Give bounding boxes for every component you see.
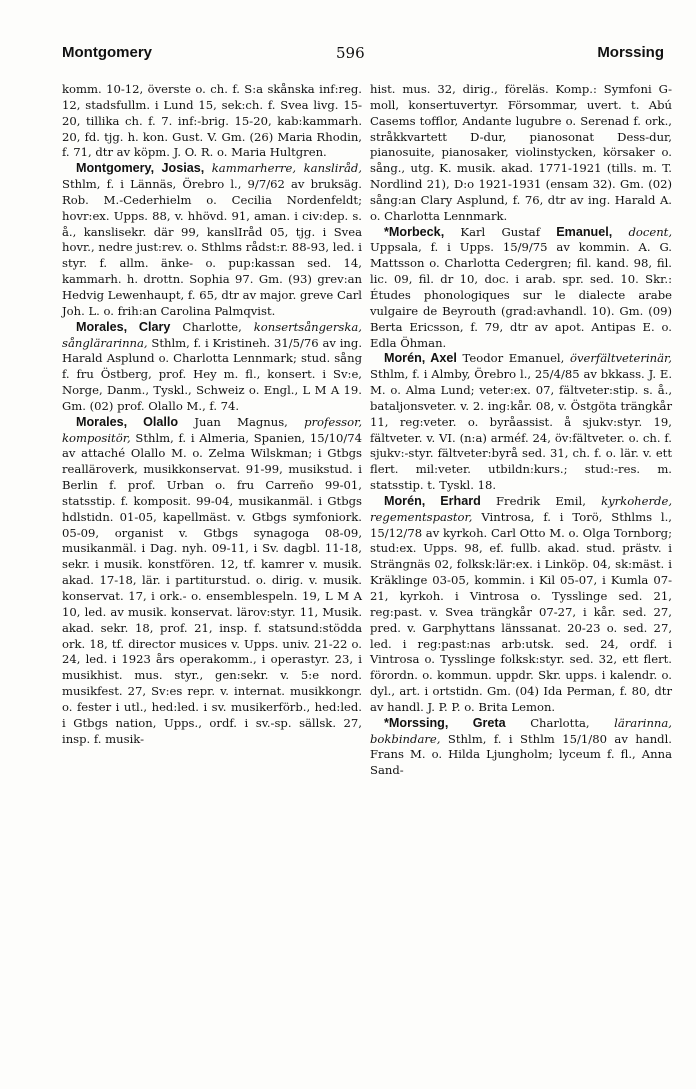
entry-name: Morales, Clary (76, 319, 171, 334)
entry-text: Sthlm, f. i Almeria, Spanien, 15/10/74 av attaché Olallo M. o. Zelma Wilskman; i Gtbgs realläroverk, musikkonservat. 91-99, musikstud. i Berlin f. prof. Urban o. fru Carreño 99-01, statsstip. f. komposit. 99-04, musikanmäl. i Gtbgs hdlstidn. 01-05, kapellmäst. v. Gtbgs symfoniork. 05-09, organist v. Gtbgs synagoga 08-09, musikanmäl. i Dag. nyh. 09-11, i Sv. dagbl. 11-18, sekr. i musik. konstfören. 12, tf. kamrer v. musik. akad. 17-18, lär. i partiturstud. o. dirig. v. musik. konservat. 17, i ork.- o. ensemblespeln. 19, L M A 10, led. av musik. konservat. lärov:styr. 11, Musik. akad. sekr. 18, prof. 21, insp. f. statsund:stödda ork. 18, tf. director musices v. Upps. univ. 21-22 o. 24, led. i 1923 års operakomm., i operastyr. 23, i musikhist. mus. styr., gen:sekr. v. 5:e nord. musikfest. 27, Sv:es repr. v. internat. musikkongr. o. fester i utl., hed:led. i sv. musikerförb., hed:led. i Gtbgs nation, Upps., ordf. i sv.-sp. sällsk. 27, insp. f. musik- (62, 430, 362, 746)
entry-morssing-greta: *Morssing, Greta Charlotta, lärarinna, bokbindare, Sthlm, f. i Sthlm 15/1/80 av handl. Frans M. o. Hilda Ljungholm; lyceum f. fl., Anna Sand- (370, 715, 672, 778)
running-head-left: Montgomery (62, 44, 152, 61)
entry-title: kyrkoherde, regementspastor, (370, 493, 673, 524)
entry-name: Montgomery, Josias, (76, 161, 205, 176)
entry-continuation: hist. mus. 32, dirig., föreläs. Komp.: Symfoni G-moll, konsertuvertyr. Försommar, uvert. t. Abú Casems tofflor, Andante lugubre o. Serenad f. ork., stråkkvartett D-dur, pianosonat Dess-dur, pianosuite, pianosaker, violinstycken, körsaker o. sång., utg. K. musik. akad. 1771-1921 (tills. m. T. Nordlind 21), D:o 1921-1931 (ensam 32). Gm. (02) sång:an Clary Asplund, f. 76, dtr av ing. Harald A. o. Charlotta Lennmark. (370, 82, 672, 223)
entry-continuation: komm. 10-12, överste o. ch. f. S:a skånska inf:reg. 12, stadsfullm. i Lund 15, sek:ch. f. Svea livg. 15-20, tillika ch. f. 7. inf:-brig. 15-20, kab:kammarh. 20, fd. tjg. h. kon. Gust. V. Gm. (26) Maria Rhodin, f. 71, dtr av köpm. J. O. R. o. Maria Hultgren. (62, 82, 362, 160)
running-head-right: Morssing (597, 44, 664, 61)
entry-morbeck-karl: *Morbeck, Karl Gustaf Emanuel, docent, Uppsala, f. i Upps. 15/9/75 av kommin. A. G. Mattsson o. Charlotta Cedergren; fil. kand. 98, fil. lic. 09, fil. dr 10, doc. i arab. spr. sed. 10. Skr.: Études phonologiques sur le dialecte arabe vulgaire de Beyrouth (grad:avhandl. 10). Gm. (09) Berta Ericsson, f. 79, dtr av apot. Antipas E. o. Edla Öhman. (370, 224, 673, 350)
entry-text: Uppsala, f. i Upps. 15/9/75 av kommin. A. G. Mattsson o. Charlotta Cedergren; fil. kand. 98, fil. lic. 09, fil. dr 10, doc. i arab. spr. sed. 10. Skr.: Études phonologiques sur le dialecte arabe vulgaire de Beyrouth (grad:avhandl. 10). Gm. (09) Berta Ericsson, f. 79, dtr av apot. Antipas E. o. Edla Öhman. (370, 240, 672, 350)
entry-title: kammarherre, kansliråd, (211, 161, 362, 176)
entry-name: *Morbeck, (384, 224, 445, 239)
entry-text: Sthlm, f. i Kristineh. 31/5/76 av ing. Harald Asplund o. Charlotta Lennmark; stud. sång f. fru Östberg, prof. Hey m. fl., konsert. i Sv:e, Norge, Danm., Tyskl., Schweiz o. Engl., L M A 19. Gm. (02) prof. Olallo M., f. 74. (62, 335, 363, 413)
entry-moren-axel: Morén, Axel Teodor Emanuel, överfältveterinär, Sthlm, f. i Almby, Örebro l., 25/4/85 av bkkass. J. E. M. o. Alma Lund; veter:ex. 07, fältveter:stip. s. å., bataljonsveter. v. 2. ing:kår. 08, v. Östgöta trängkår 11, reg:veter. o. byråassist. å sjukv:styr. 19, fältveter. v. VI. (n:a) arméf. 24, öv:fältveter. o. ch. f. sjukv:-styr. fältveter:byrå sed. 31, ch. f. o. lär. v. ett flert. mil:veter. utbildn:kurs.; stud:-res. m. statsstip. t. Tyskl. 18. (370, 351, 672, 493)
entry-name: *Morssing, Greta (384, 715, 506, 730)
entry-text: Vintrosa, f. i Torö, Sthlms l., 15/12/78 av kyrkoh. Carl Otto M. o. Olga Tornborg; stud:ex. Upps. 98, ef. fullb. akad. stud. prästv. i Strängnäs 02, folksk:lär:ex. i Linköp. 04, sk:mäst. i Kräklinge 03-05, kommin. i Kil 05-07, i Kumla 07-21, kyrkoh. i Vintrosa o. Tysslinge sed. 21, reg:past. v. Svea trängkår 07-27, i kår. sed. 27, pred. v. Garphyttans länssanat. 20-23 o. sed. 27, led. i reg:past:nas arb:utsk. sed. 24, ordf. i Vintrosa o. Tysslinge folksk:styr. sed. 32, ett flert. förordn. o. kommun. uppdr. Skr. upps. i kalendr. o. dyl., art. i ortstidn. Gm. (04) Ida Perman, f. 80, dtr av handl. J. P. P. o. Brita Lemon. (370, 509, 672, 714)
entry-text: Sthlm, f. i Lännäs, Örebro l., 9/7/62 av bruksäg. Rob. M.-Cederhielm o. Cecilia Nordenfeldt; hovr:ex. Upps. 88, v. hhövd. 91, aman. i civ:dep. s. å., kanslisekr. där 99, kanslIråd 05, tjg. i Svea hovr., nedre just:rev. o. Sthlms rådst:r. 88-93, led. i styr. f. allm. änke- o. pup:kassan sed. 14, kammarh. h. drottn. Sophia 97. Gm. (93) grev:an Hedvig Lewenhaupt, f. 65, dtr av major. greve Carl Joh. L. o. frih:an Carolina Palmqvist. (62, 177, 362, 318)
entry-name: Morales, Olallo (76, 414, 179, 429)
entry-moren-erhard: Morén, Erhard Fredrik Emil, kyrkoherde, regementspastor, Vintrosa, f. i Torö, Sthlms l., 15/12/78 av kyrkoh. Carl Otto M. o. Olga Tornborg; stud:ex. Upps. 98, ef. fullb. akad. stud. prästv. i Strängnäs 02, folksk:lär:ex. i Linköp. 04, sk:mäst. i Kräklinge 03-05, kommin. i Kil 05-07, i Kumla 07-21, kyrkoh. i Vintrosa o. Tysslinge sed. 21, reg:past. v. Svea trängkår 07-27, i kår. sed. 27, pred. v. Garphyttans länssanat. 20-23 o. sed. 27, led. i reg:past:nas arb:utsk. sed. 24, ordf. i Vintrosa o. Tysslinge folksk:styr. sed. 32, ett flert. förordn. o. kommun. uppdr. Skr. upps. i kalendr. o. dyl., art. i ortstidn. Gm. (04) Ida Perman, f. 80, dtr av handl. J. P. P. o. Brita Lemon. (370, 493, 673, 714)
entry-text: Sthlm, f. i Sthlm 15/1/80 av handl. Frans M. o. Hilda Ljungholm; lyceum f. fl., Anna Sand- (370, 731, 672, 778)
entry-text: Sthlm, f. i Almby, Örebro l., 25/4/85 av bkkass. J. E. M. o. Alma Lund; veter:ex. 07, fältveter:stip. s. å., bataljonsveter. v. 2. ing:kår. 08, v. Östgöta trängkår 11, reg:veter. o. byråassist. å sjukv:styr. 19, fältveter. v. VI. (n:a) arméf. 24, öv:fältveter. o. ch. f. sjukv:-styr. fältveter:byrå sed. 31, ch. f. o. lär. v. ett flert. mil:veter. utbildn:kurs.; stud:-res. m. statsstip. t. Tyskl. 18. (370, 367, 672, 493)
entry-montgomery-josias (62, 161, 362, 319)
entry-title: konsertsångerska, sånglärarinna, (62, 319, 362, 350)
entry-name: Morén, Erhard (384, 493, 481, 508)
entry-morales-olallo: Morales, Olallo Juan Magnus, professor, kompositör, Sthlm, f. i Almeria, Spanien, 15/10/74 av attaché Olallo M. o. Zelma Wilskman; i Gtbgs realläroverk, musikkonservat. 91-99, musikstud. i Berlin f. prof. Urban o. fru Carreño 99-01, statsstip. f. komposit. 99-04, musikanmäl. i Gtbgs hdlstidn. 01-05, kapellmäst. v. Gtbgs symfoniork. 05-09, organist v. Gtbgs synagoga 08-09, musikanmäl. i Dag. nyh. 09-11, i Sv. dagbl. 11-18, sekr. i musik. konstfören. 12, tf. kamrer v. musik. akad. 17-18, lär. i partiturstud. o. dirig. v. musik. konservat. 17, i ork.- o. ensemblespeln. 19, L M A 10, led. av musik. konservat. lärov:styr. 11, Musik. akad. sekr. 18, prof. 21, insp. f. statsund:stödda ork. 18, tf. director musices v. Upps. univ. 21-22 o. 24, led. i 1923 års operakomm., i operastyr. 23, i musikhist. mus. styr., gen:sekr. v. 5:e nord. musikfest. 27, Sv:es repr. v. internat. musikkongr. o. fester i utl., hed:led. i sv. musikerförb., hed:led. i Gtbgs nation, Upps., ordf. i sv.-sp. sällsk. 27, insp. f. musik- (62, 414, 363, 746)
right-column (370, 82, 672, 779)
entry-morales-clary: Morales, Clary Charlotte, konsertsångerska, sånglärarinna, Sthlm, f. i Kristineh. 31/5/76 av ing. Harald Asplund o. Charlotta Lennmark; stud. sång f. fru Östberg, prof. Hey m. fl., konsert. i Sv:e, Norge, Danm., Tyskl., Schweiz o. Engl., L M A 19. Gm. (02) prof. Olallo M., f. 74. (62, 319, 363, 413)
entry-name: Morén, Axel (384, 351, 457, 366)
entry-title: överfältveterinär, (569, 351, 672, 366)
entry-title: professor, kompositör, (62, 414, 363, 445)
page-number: 596 (336, 44, 365, 62)
entry-title: docent, (628, 224, 673, 239)
entry-title: lärarinna, bokbindare, (370, 715, 672, 746)
left-column (62, 82, 362, 747)
